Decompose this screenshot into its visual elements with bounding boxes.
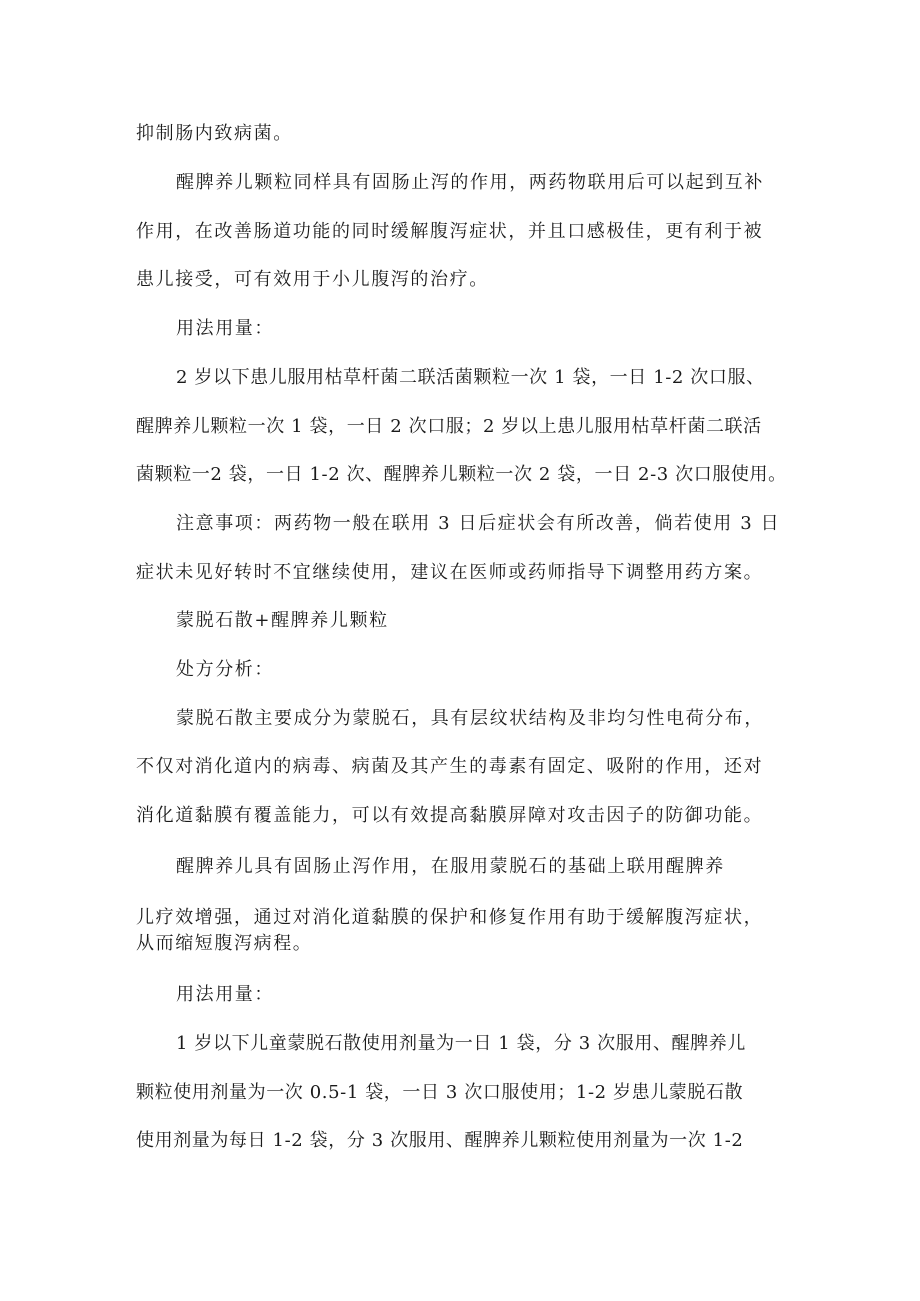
text-line-16: 醒脾养儿具有固肠止泻作用，在服用蒙脱石的基础上联用醒脾养 [176,856,725,877]
text-line-21: 颗粒使用剂量为一次 0.5-1 袋，一日 3 次口服使用；1-2 岁患儿蒙脱石散 [136,1082,744,1103]
text-line-19: 用法用量： [176,984,274,1005]
text-line-12: 处方分析： [176,659,274,680]
text-line-9: 注意事项：两药物一般在联用 3 日后症状会有所改善，倘若使用 3 日 [176,513,781,534]
text-line-22: 使用剂量为每日 1-2 袋，分 3 次服用、醒脾养儿颗粒使用剂量为一次 1-2 [136,1130,744,1151]
text-line-15: 消化道黏膜有覆盖能力，可以有效提高黏膜屏障对攻击因子的防御功能。 [136,805,764,826]
text-line-17: 儿疗效增强，通过对消化道黏膜的保护和修复作用有助于缓解腹泻症状， [136,907,764,928]
text-line-3: 作用，在改善肠道功能的同时缓解腹泻症状，并且口感极佳，更有利于被 [136,221,764,242]
section-heading: 蒙脱石散+醒脾养儿颗粒 [176,610,389,631]
text-line-10: 症状未见好转时不宜继续使用，建议在医师或药师指导下调整用药方案。 [136,562,764,583]
text-line-18: 从而缩短腹泻病程。 [136,933,313,954]
text-line-4: 患儿接受，可有效用于小儿腹泻的治疗。 [136,269,489,290]
text-line-5: 用法用量： [176,318,274,339]
text-line-20: 1 岁以下儿童蒙脱石散使用剂量为一日 1 袋，分 3 次服用、醒脾养儿 [176,1033,746,1054]
text-line-13: 蒙脱石散主要成分为蒙脱石，具有层纹状结构及非均匀性电荷分布， [176,708,764,729]
text-line-6: 2 岁以下患儿服用枯草杆菌二联活菌颗粒一次 1 袋，一日 1-2 次口服、 [176,367,765,388]
text-line-8: 菌颗粒一2 袋，一日 1-2 次、醒脾养儿颗粒一次 2 袋，一日 2-3 次口服使用。 [136,464,787,485]
text-line-14: 不仅对消化道内的病毒、病菌及其产生的毒素有固定、吸附的作用，还对 [136,756,764,777]
text-line-7: 醒脾养儿颗粒一次 1 袋，一日 2 次口服；2 岁以上患儿服用枯草杆菌二联活 [136,416,762,437]
text-line-2: 醒脾养儿颗粒同样具有固肠止泻的作用，两药物联用后可以起到互补 [176,172,764,193]
text-line-1: 抑制肠内致病菌。 [136,123,293,144]
